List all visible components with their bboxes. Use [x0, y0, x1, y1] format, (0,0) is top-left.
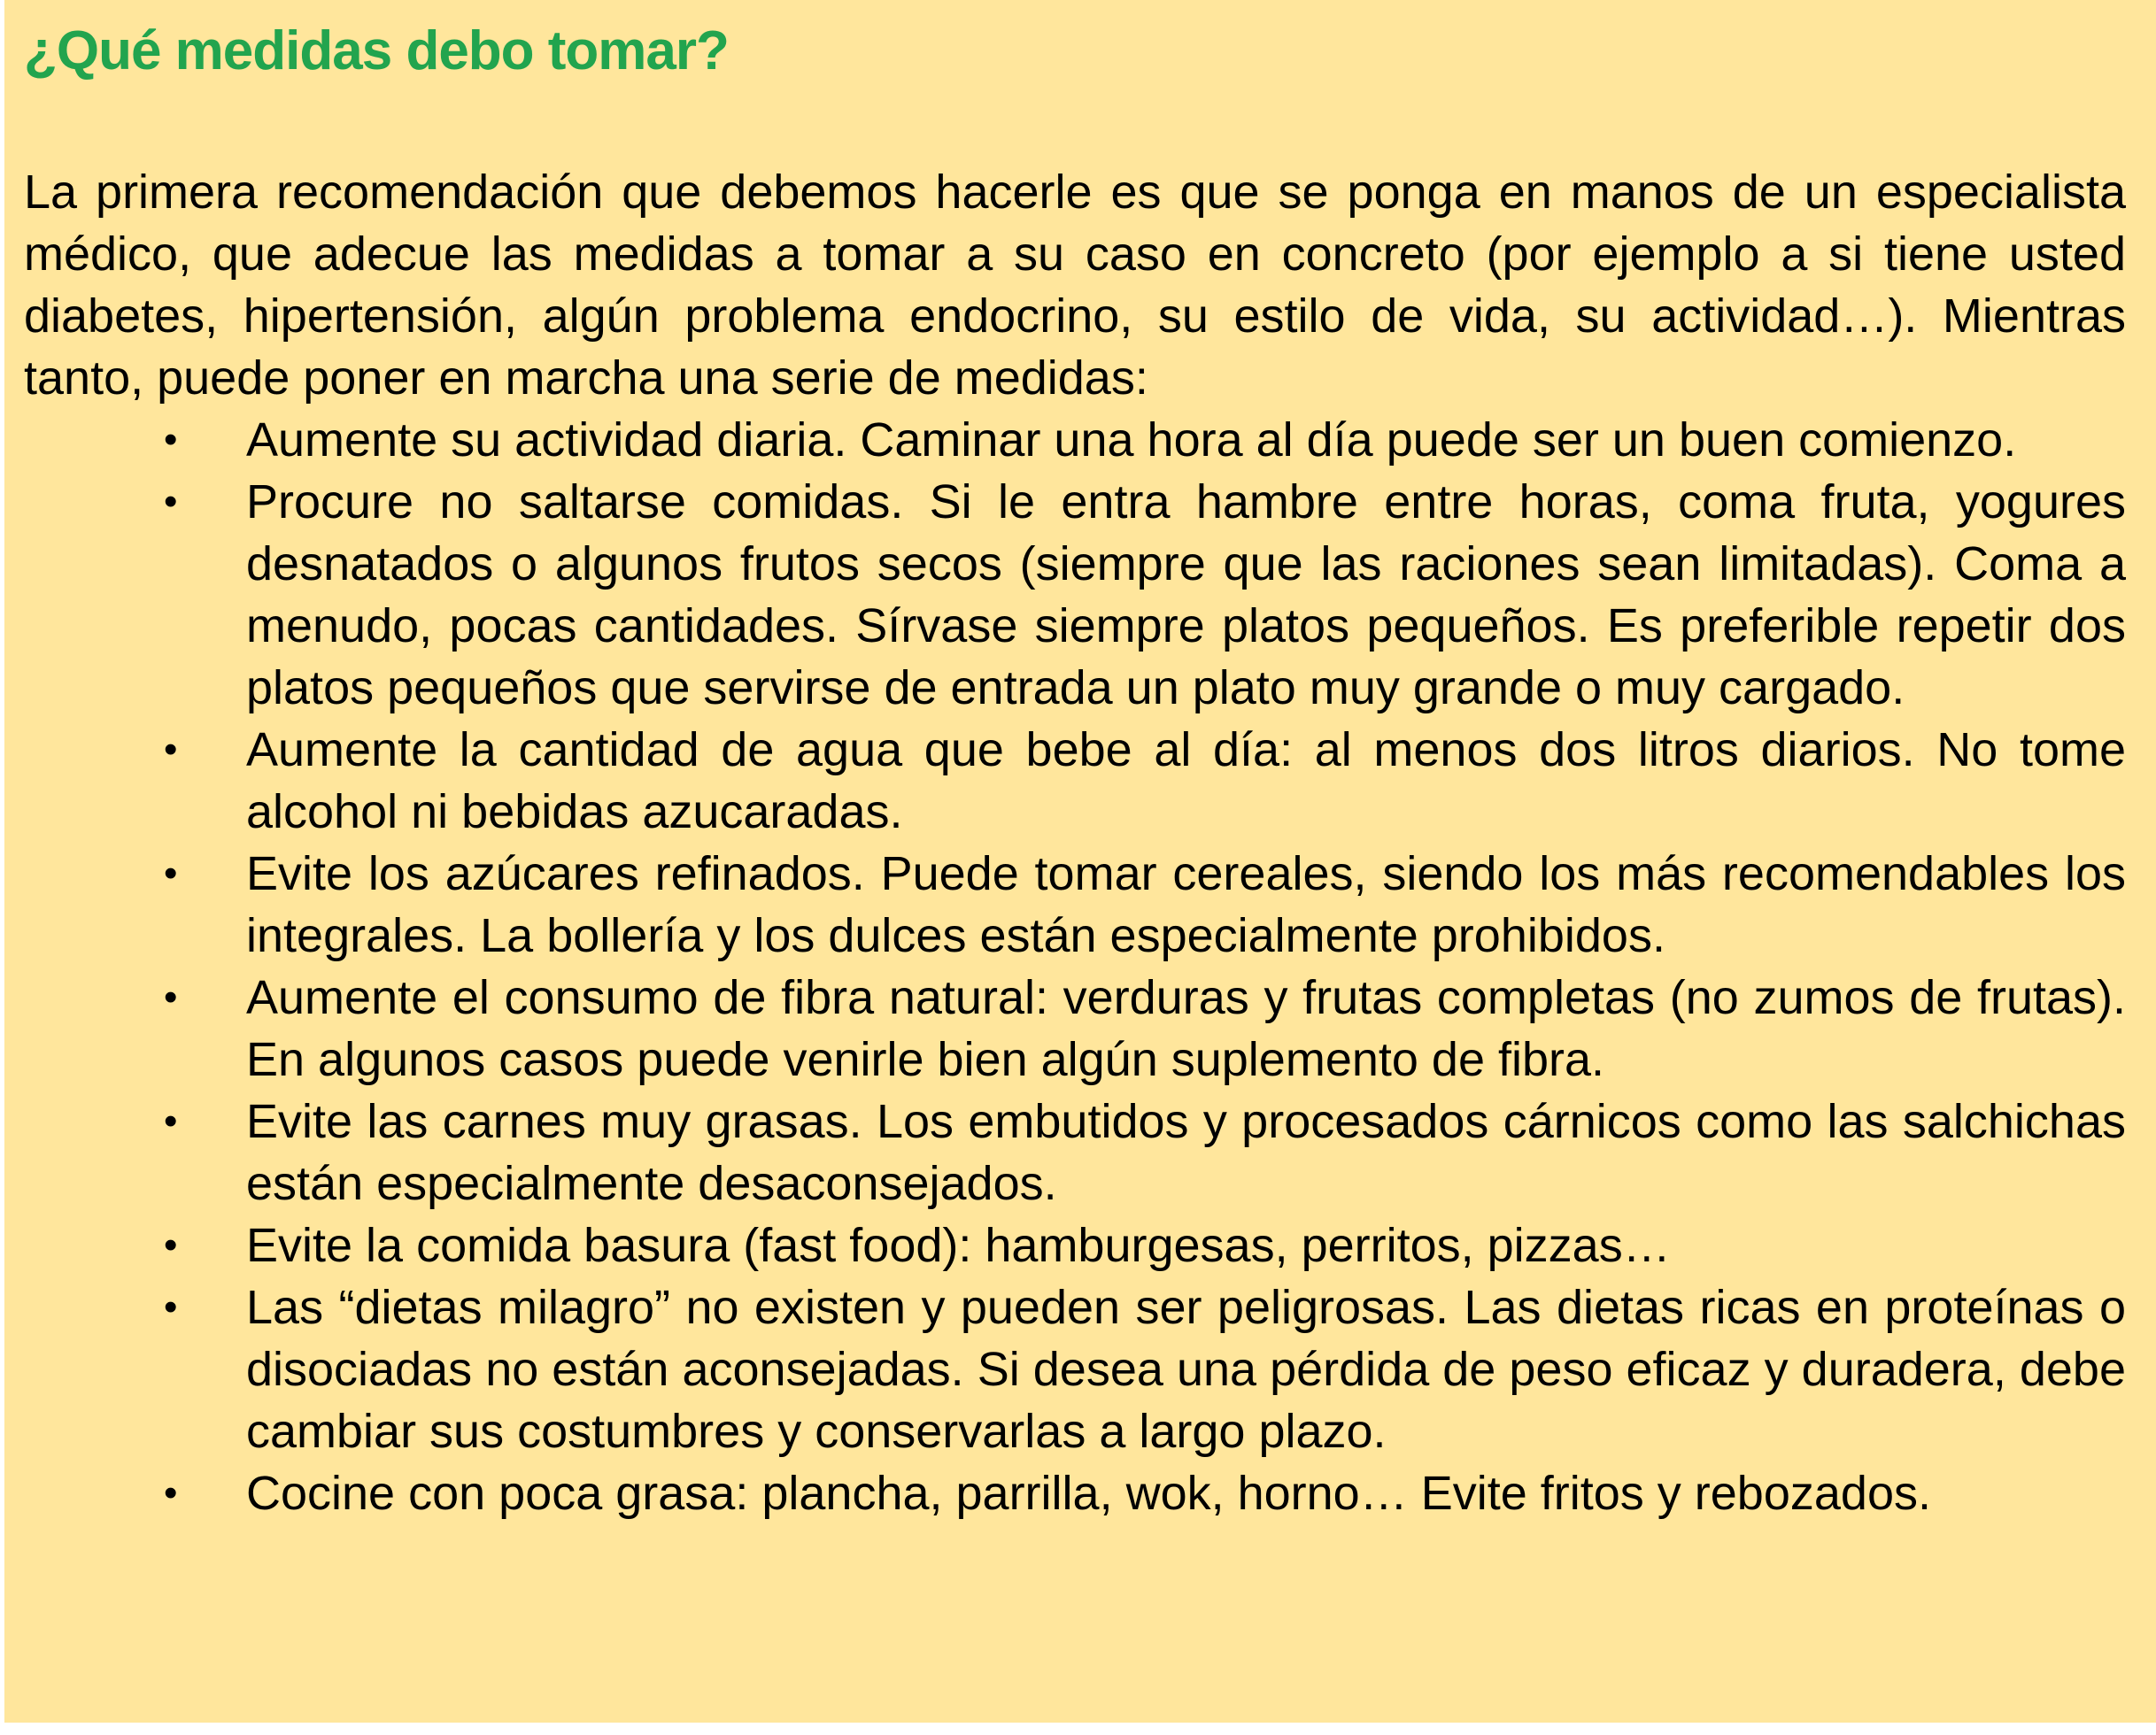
list-item-text: Aumente el consumo de fibra natural: verduras y frutas completas (no zumos de frutas). En algunos casos puede venirle bien algún suplemento de fibra. [246, 971, 2126, 1086]
page-title: ¿Qué medidas debo tomar? [24, 20, 729, 81]
list-item-text: Evite las carnes muy grasas. Los embutidos y procesados cárnicos como las salchichas están especialmente desaconsejados. [246, 1095, 2126, 1210]
list-item-text: Aumente su actividad diaria. Caminar una hora al día puede ser un buen comienzo. [246, 413, 2017, 467]
list-item [24, 1091, 2126, 1214]
bullet-icon: • [164, 1471, 178, 1515]
bullet-icon: • [164, 1223, 178, 1267]
bullet-icon: • [164, 1285, 178, 1329]
list-item-text: Procure no saltarse comidas. Si le entra hambre entre horas, coma fruta, yogures desnatados o algunos frutos secos (siempre que las raciones sean limitadas). Coma a menudo, pocas cantidades. Sírvase siempre platos pequeños. Es preferible repetir dos platos pequeños que servirse de entrada un plato muy grande o muy cargado. [246, 475, 2126, 714]
bullet-icon: • [164, 852, 178, 895]
list-item-text: Las “dietas milagro” no existen y pueden ser peligrosas. Las dietas ricas en proteínas o disociadas no están aconsejadas. Si desea una pérdida de peso eficaz y duradera, debe cambiar sus costumbres y conservarlas a largo plazo. [246, 1281, 2126, 1458]
intro-paragraph: La primera recomendación que debemos hacerle es que se ponga en manos de un especialista médico, que adecue las medidas a tomar a su caso en concreto (por ejemplo a si tiene usted diabetes, hipertensión, algún problema endocrino, su estilo de vida, su actividad…). Mientras tanto, puede poner en marcha una serie de medidas: [24, 166, 2126, 405]
list-item [24, 967, 2126, 1091]
list-item [24, 843, 2126, 967]
list-item-text: Evite los azúcares refinados. Puede tomar cereales, siendo los más recomendables los integrales. La bollería y los dulces están especialmente prohibidos. [246, 847, 2126, 962]
list-item [24, 1214, 2126, 1276]
bullet-icon: • [164, 975, 178, 1019]
measures-list [24, 409, 2126, 1524]
bullet-icon: • [164, 728, 178, 771]
list-item [24, 409, 2126, 471]
list-item [24, 1462, 2126, 1524]
list-item-text: Evite la comida basura (fast food): hamburgesas, perritos, pizzas… [246, 1219, 1671, 1272]
list-item [24, 471, 2126, 719]
bullet-icon: • [164, 480, 178, 523]
content-panel [4, 0, 2156, 1723]
list-item-text: Aumente la cantidad de agua que bebe al día: al menos dos litros diarios. No tome alcohol ni bebidas azucaradas. [246, 723, 2126, 838]
bullet-icon: • [164, 418, 178, 461]
bullet-icon: • [164, 1099, 178, 1143]
list-item-text: Cocine con poca grasa: plancha, parrilla, wok, horno… Evite fritos y rebozados. [246, 1467, 1931, 1520]
list-item [24, 1276, 2126, 1462]
list-item [24, 719, 2126, 843]
